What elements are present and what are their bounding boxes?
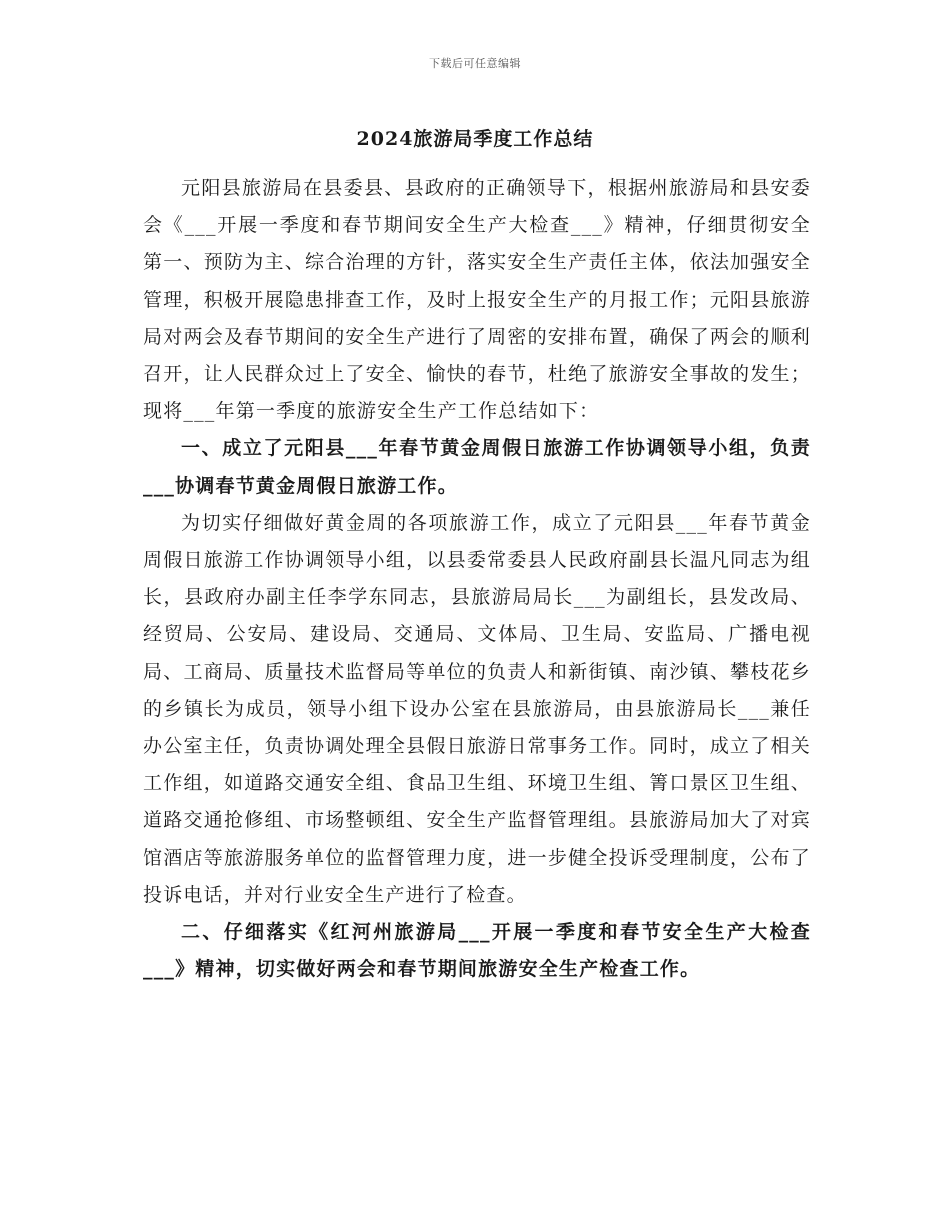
paragraph-intro: 元阳县旅游局在县委县、县政府的正确领导下，根据州旅游局和县安委会《___开展一季度和春节期间安全生产大检查___》精神，仔细贯彻安全第一、预防为主、综合治理的方针，落实安全生产责任主体，依法加强安全管理，积极开展隐患排查工作，及时上报安全生产的月报工作；元阳县旅游局对两会及春节期间的安全生产进行了周密的安排布置，确保了两会的顺利召开，让人民群众过上了安全、愉快的春节，杜绝了旅游安全事故的发生；现将___年第一季度的旅游安全生产工作总结如下：: [143, 177, 811, 423]
paragraph-section-1: 为切实仔细做好黄金周的各项旅游工作，成立了元阳县___年春节黄金周假日旅游工作协调领导小组，以县委常委县人民政府副县长温凡同志为组长，县政府办副主任李学东同志，县旅游局局长___为副组长，县发改局、经贸局、公安局、建设局、交通局、文体局、卫生局、安监局、广播电视局、工商局、质量技术监督局等单位的负责人和新街镇、南沙镇、攀枝花乡的乡镇长为成员，领导小组下设办公室在县旅游局，由县旅游局长___兼任办公室主任，负责协调处理全县假日旅游日常事务工作。同时，成立了相关工作组，如道路交通安全组、食品卫生组、环境卫生组、箐口景区卫生组、道路交通抢修组、市场整顿组、安全生产监督管理组。县旅游局加大了对宾馆酒店等旅游服务单位的监督管理力度，进一步健全投诉受理制度，公布了投诉电话，并对行业安全生产进行了检查。: [143, 511, 811, 906]
section-heading-1: 一、成立了元阳县___年春节黄金周假日旅游工作协调领导小组，负责___协调春节黄金周假日旅游工作。: [143, 437, 811, 497]
document-body: [143, 170, 811, 988]
document-title: 2024旅游局季度工作总结: [356, 128, 594, 150]
section-heading-2: 二、仔细落实《红河州旅游局___开展一季度和春节安全生产大检查___》精神，切实做好两会和春节期间旅游安全生产检查工作。: [143, 921, 811, 981]
header-note: 下载后可任意编辑: [429, 57, 521, 70]
